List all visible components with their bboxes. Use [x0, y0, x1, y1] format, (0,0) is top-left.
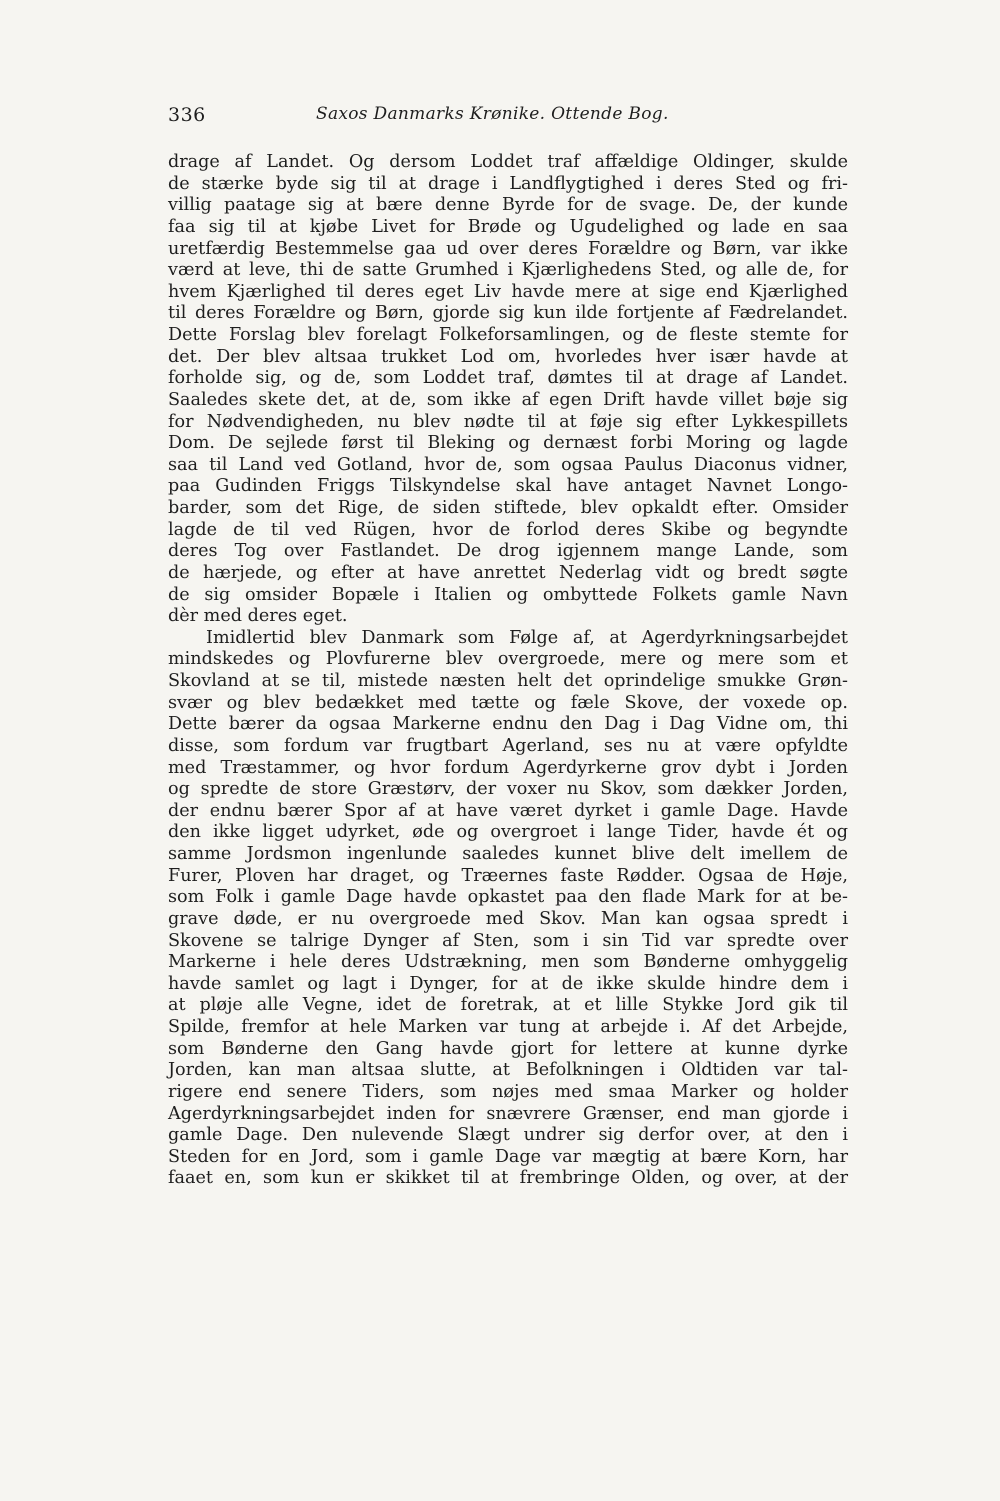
text-line: rigere end senere Tiders, som nøjes med smaa Marker og holder [168, 1081, 848, 1102]
text-line: lagde de til ved Rügen, hvor de forlod deres Skibe og begyndte [168, 519, 848, 540]
text-line: og spredte de store Græstørv, der voxer nu Skov, som dækker Jorden, [168, 779, 848, 800]
text-line: grave døde, er nu overgroede med Skov. Man kan ogsaa spredt i [168, 908, 848, 929]
text-line: Dom. De sejlede først til Bleking og dernæst forbi Moring og lagde [168, 433, 848, 454]
text-line: dèr med deres eget. [168, 606, 348, 627]
body-text [168, 152, 848, 1190]
text-line: der endnu bærer Spor af at have været dyrket i gamle Dage. Havde [168, 800, 848, 821]
text-line: drage af Landet. Og dersom Loddet traf affældige Oldinger, skulde [168, 152, 848, 172]
text-line: faa sig til at kjøbe Livet for Brøde og Ugudelighed og lade en saa [168, 216, 848, 237]
text-line: at pløje alle Vegne, idet de foretrak, at et lille Stykke Jord gik til [168, 995, 848, 1016]
paragraph-2 [168, 628, 848, 1190]
page-header [168, 104, 848, 134]
text-line: Steden for en Jord, som i gamle Dage var mægtig at bære Korn, har [168, 1146, 848, 1167]
text-line: for Nødvendigheden, nu blev nødte til at føje sig efter Lykkespillets [168, 411, 848, 432]
text-line: forholde sig, og de, som Loddet traf, dømtes til at drage af Landet. [168, 368, 848, 389]
text-line: med Træstammer, og hvor fordum Agerdyrkerne grov dybt i Jorden [168, 757, 848, 778]
text-line: Dette bærer da ogsaa Markerne endnu den Dag i Dag Vidne om, thi [168, 714, 848, 735]
text-line: Skovland at se til, mistede næsten helt det oprindelige smukke Grøn- [168, 671, 848, 691]
paragraph-1 [168, 152, 848, 628]
text-line: de sig omsider Bopæle i Italien og ombyttede Folkets gamle Navn [168, 584, 848, 605]
text-line: den ikke ligget udyrket, øde og overgroet i lange Tider, havde ét og [168, 822, 848, 843]
text-line: hvem Kjærlighed til deres eget Liv havde mere at sige end Kjærlighed [168, 281, 848, 302]
text-line: samme Jordsmon ingenlunde saaledes kunnet blive delt imellem de [168, 844, 848, 864]
text-line: paa Gudinden Friggs Tilskyndelse skal have antaget Navnet Longo- [168, 476, 848, 497]
text-line: de stærke byde sig til at drage i Landflygtighed i deres Sted og fri- [168, 173, 848, 194]
text-line: Spilde, fremfor at hele Marken var tung at arbejde i. Af det Arbejde, [168, 1017, 848, 1037]
text-line: værd at leve, thi de satte Grumhed i Kjærlighedens Sted, og alle de, for [168, 260, 848, 281]
text-line: det. Der blev altsaa trukket Lod om, hvorledes hver især havde at [168, 346, 848, 367]
text-line: gamle Dage. Den nulevende Slægt undrer sig derfor over, at den i [168, 1125, 848, 1146]
text-line: Agerdyrkningsarbejdet inden for snævrere Grænser, end man gjorde i [168, 1103, 848, 1124]
running-title: Saxos Danmarks Krønike. Ottende Bog. [316, 104, 669, 124]
text-line: uretfærdig Bestemmelse gaa ud over deres Forældre og Børn, var ikke [168, 238, 848, 259]
text-line: svær og blev bedækket med tætte og fæle Skove, der voxede op. [168, 692, 848, 713]
text-line: faaet en, som kun er skikket til at frembringe Olden, og over, at der [168, 1168, 848, 1189]
text-line: Skovene se talrige Dynger af Sten, som i sin Tid var spredte over [168, 930, 848, 951]
text-line: disse, som fordum var frugtbart Agerland, ses nu at være opfyldte [168, 735, 848, 756]
text-line: villig paatage sig at bære denne Byrde for de svage. De, der kunde [168, 195, 848, 216]
text-line: deres Tog over Fastlandet. De drog igjennem mange Lande, som [168, 541, 848, 562]
text-line: Imidlertid blev Danmark som Følge af, at Agerdyrkningsarbejdet [206, 627, 848, 648]
text-line: som Bønderne den Gang havde gjort for lettere at kunne dyrke [168, 1038, 848, 1059]
text-line: som Folk i gamle Dage havde opkastet paa den flade Mark for at be- [168, 887, 848, 908]
text-line: Jorden, kan man altsaa slutte, at Befolkningen i Oldtiden var tal- [168, 1060, 848, 1081]
text-line: Markerne i hele deres Udstrækning, men som Bønderne omhyggelig [168, 952, 848, 973]
text-line: havde samlet og lagt i Dynger, for at de ikke skulde hindre dem i [168, 973, 848, 994]
text-line: barder, som det Rige, de siden stiftede, blev opkaldt efter. Omsider [168, 498, 848, 518]
text-line: Dette Forslag blev forelagt Folkeforsamlingen, og de fleste stemte for [168, 325, 848, 345]
text-line: de hærjede, og efter at have anrettet Nederlag vidt og bredt søgte [168, 562, 848, 583]
text-line: Furer, Ploven har draget, og Træernes faste Rødder. Ogsaa de Høje, [168, 865, 848, 886]
page-number: 336 [168, 104, 206, 126]
text-line: Saaledes skete det, at de, som ikke af egen Drift havde villet bøje sig [168, 389, 848, 410]
text-line: saa til Land ved Gotland, hvor de, som ogsaa Paulus Diaconus vidner, [168, 454, 848, 475]
text-line: til deres Forældre og Børn, gjorde sig kun ilde fortjente af Fædrelandet. [168, 303, 848, 324]
text-line: mindskedes og Plovfurerne blev overgroede, mere og mere som et [168, 649, 848, 670]
